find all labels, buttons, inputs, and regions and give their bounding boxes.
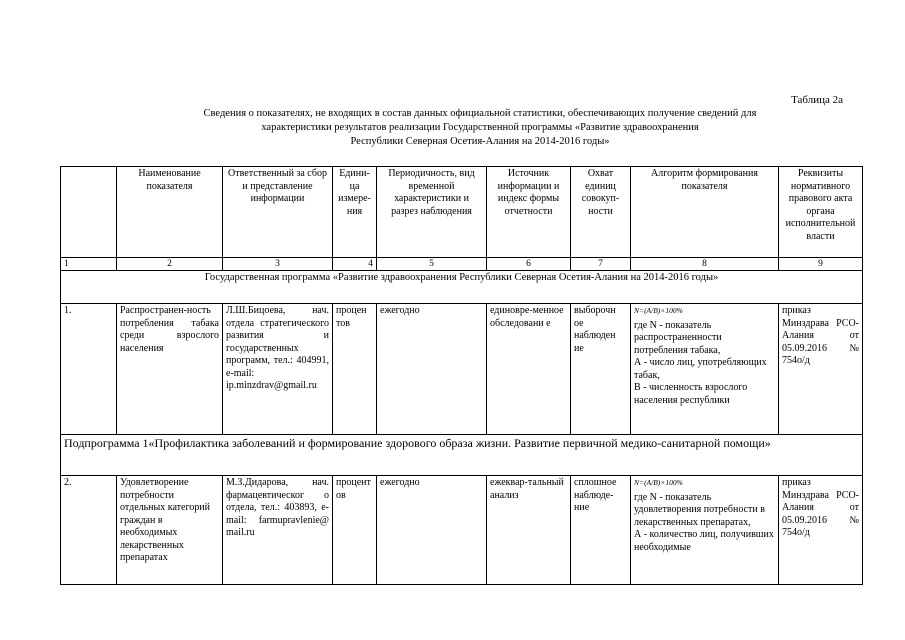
indicators-table	[60, 166, 863, 585]
algorithm-line: В - численность взрослого населения республики	[634, 382, 748, 406]
algorithm	[631, 476, 779, 585]
title-line-1: Сведения о показателях, не входящих в состав данных официальной статистики, обеспечивающих получение сведений для	[203, 108, 757, 119]
header-cell-source: Источник информации и индекс формы отчетности	[487, 167, 571, 258]
unit-of-measure: процен тов	[333, 304, 377, 435]
column-number: 6	[487, 258, 571, 271]
legal-requisites: приказ Минздрава РСО-Алания от 05.09.2016 № 754о/д	[779, 476, 863, 585]
column-number-row	[61, 258, 863, 271]
column-number: 3	[223, 258, 333, 271]
header-cell-name: Наименование показателя	[117, 167, 223, 258]
title-line-3: Республики Северная Осетия-Алания на 2014-2016 годы»	[350, 136, 610, 147]
algorithm-line: А - количество лиц, получивших необходимые	[634, 529, 774, 553]
column-number: 8	[631, 258, 779, 271]
responsible-person: М.З.Дидарова, нач. фармацевтическог о отдела, тел.: 403893, e-mail: farmupravlenie@ mail.ru	[223, 476, 333, 585]
algorithm-line: где N - показатель распространенности потребления табака,	[634, 319, 722, 356]
table-label: Таблица 2а	[791, 94, 843, 106]
column-number: 1	[61, 258, 117, 271]
algorithm	[631, 304, 779, 435]
coverage: выборочн ое наблюден ие	[571, 304, 631, 435]
column-number: 7	[571, 258, 631, 271]
information-source: единовре-менное обследовани е	[487, 304, 571, 435]
algorithm-line: где N - показатель удовлетворения потребности в лекарственных препаратах,	[634, 491, 765, 528]
legal-requisites: приказ Минздрава РСО-Алания от 05.09.2016 № 754о/д	[779, 304, 863, 435]
header-row	[61, 167, 863, 258]
row-number: 1.	[61, 304, 117, 435]
column-number: 4	[333, 258, 377, 271]
indicator-name: Распространен-ность потребления табака среди взрослого населения	[117, 304, 223, 435]
formula: N=(A/B)×100%	[634, 478, 683, 487]
header-cell-num	[61, 167, 117, 258]
responsible-person: Л.Ш.Бицоева, нач. отдела стратегического развития и государственных программ, тел.: 404991, e-mail: ip.minzdrav@gmail.ru	[223, 304, 333, 435]
column-number: 9	[779, 258, 863, 271]
information-source: ежеквар-тальный анализ	[487, 476, 571, 585]
header-cell-coverage: Охват единиц совокуп-ности	[571, 167, 631, 258]
column-number: 5	[377, 258, 487, 271]
program-row	[61, 271, 863, 304]
table-row	[61, 476, 863, 585]
header-cell-unit: Едини-ца измере-ния	[333, 167, 377, 258]
row-number: 2.	[61, 476, 117, 585]
program-title: Государственная программа «Развитие здравоохранения Республики Северная Осетия-Алания на 2014-2016 годы»	[61, 271, 863, 304]
subprogram-title: Подпрограмма 1«Профилактика заболеваний и формирование здорового образа жизни. Развитие первичной медико-санитарной помощи»	[61, 435, 863, 476]
header-cell-algorithm: Алгоритм формирования показателя	[631, 167, 779, 258]
table-row	[61, 304, 863, 435]
header-cell-periodicity: Периодичность, вид временной характеристики и разрез наблюдения	[377, 167, 487, 258]
periodicity: ежегодно	[377, 476, 487, 585]
document-title	[100, 107, 860, 149]
formula: N=(A/B)×100%	[634, 306, 683, 315]
subprogram-row	[61, 435, 863, 476]
title-line-2: характеристики результатов реализации Государственной программы «Развитие здравоохранения	[261, 122, 699, 133]
algorithm-line: А - число лиц, употребляющих табак,	[634, 357, 767, 381]
header-cell-responsible: Ответственный за сбор и представление информации	[223, 167, 333, 258]
column-number: 2	[117, 258, 223, 271]
coverage: сплошное наблюде-ние	[571, 476, 631, 585]
indicator-name: Удовлетворение потребности отдельных категорий граждан в необходимых лекарственных препаратах	[117, 476, 223, 585]
unit-of-measure: процент ов	[333, 476, 377, 585]
header-cell-requisites: Реквизиты нормативного правового акта органа исполнительной власти	[779, 167, 863, 258]
periodicity: ежегодно	[377, 304, 487, 435]
